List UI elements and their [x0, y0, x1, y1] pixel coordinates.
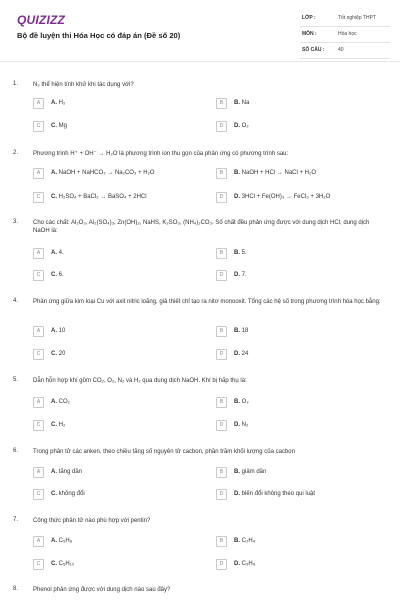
option-text: O₂ [241, 123, 249, 129]
option-letter-box: B [216, 168, 227, 179]
option-text: C₅H₁₀ [58, 561, 75, 567]
option-key: C. [51, 123, 57, 129]
option-letter-box: A [33, 98, 44, 109]
option-c[interactable] [33, 349, 198, 361]
option-text: 18 [241, 328, 249, 334]
option-text: Na [241, 100, 250, 106]
option-key: B. [234, 328, 240, 334]
option-key: D. [234, 194, 240, 200]
option-d[interactable] [216, 559, 381, 571]
option-text: 4. [58, 250, 64, 256]
option-text: CO₂ [58, 399, 71, 405]
question-number: 2. [13, 150, 19, 156]
option-key: A. [51, 100, 57, 106]
option-c[interactable] [33, 270, 198, 282]
option-b[interactable] [216, 326, 381, 338]
option-key: B. [234, 100, 240, 106]
question-number: 3. [13, 219, 19, 225]
option-text: C₅H₈ [241, 561, 256, 567]
option-d[interactable] [216, 270, 381, 282]
question-text: Cho các chất: Al₂O₃, Al₂(SO₄)₃, Zn(OH)₂, NaHS, K₂SO₃, (NH₄)₂CO₃. Số chất đều phản ứng được với dung dịch HCl, dung dịch NaOH là: [33, 220, 370, 234]
option-key: D. [234, 561, 240, 567]
meta-value: Hóa học [338, 31, 357, 37]
option-text: 7. [241, 272, 247, 278]
option-letter-box: C [33, 489, 44, 500]
option-letter-box: B [216, 326, 227, 337]
option-text: 20 [58, 351, 66, 357]
meta-value: 40 [338, 47, 344, 53]
option-text: O₂ [241, 399, 249, 405]
option-key: B. [234, 538, 240, 544]
option-a[interactable] [33, 98, 198, 110]
option-a[interactable] [33, 168, 198, 180]
question-number: 1. [13, 81, 19, 87]
option-letter-box: C [33, 420, 44, 431]
option-key: C. [51, 272, 57, 278]
option-key: C. [51, 561, 57, 567]
option-letter-box: D [216, 559, 227, 570]
option-d[interactable] [216, 420, 381, 432]
document-title: Bộ đề luyện thi Hóa Học có đáp án (Đề số 20) [17, 31, 181, 40]
option-b[interactable] [216, 536, 381, 548]
question-number: 7. [13, 517, 19, 523]
quizizz-logo: QUIZIZZ [17, 13, 66, 27]
option-letter-box: D [216, 349, 227, 360]
question-text: Phản ứng giữa kim loại Cu với axit nitric loãng, giả thiết chỉ tạo ra nitơ monooxit. Tổng các hệ số trong phương trình hóa học bằng: [33, 299, 381, 305]
option-c[interactable] [33, 121, 198, 133]
option-d[interactable] [216, 349, 381, 361]
option-letter-box: A [33, 168, 44, 179]
option-text: NaOH + NaHCO₃ → Na₂CO₃ + H₂O [58, 170, 155, 176]
question-text: Dẫn hỗn hợp khí gồm CO₂, O₂, N₂ và H₂ qua dung dịch NaOH. Khí bị hấp thụ là: [33, 378, 247, 384]
meta-label: LỚP : [302, 15, 316, 21]
option-key: D. [234, 491, 240, 497]
question-text: Trong phân tử các anken, theo chiều tăng số nguyên tử cacbon, phần trăm khối lượng của cacbon [33, 449, 295, 455]
option-letter-box: A [33, 248, 44, 259]
option-b[interactable] [216, 467, 381, 479]
option-letter-box: C [33, 270, 44, 281]
option-b[interactable] [216, 397, 381, 409]
option-d[interactable] [216, 121, 381, 133]
option-letter-box: C [33, 121, 44, 132]
option-letter-box: B [216, 98, 227, 109]
option-text: H₂SO₄ + BaCl₂ → BaSO₄ + 2HCl [58, 194, 147, 200]
option-key: C. [51, 351, 57, 357]
option-text: 24 [241, 351, 249, 357]
option-key: D. [234, 272, 240, 278]
option-text: 6. [58, 272, 64, 278]
option-letter-box: D [216, 270, 227, 281]
option-key: B. [234, 469, 240, 475]
option-key: C. [51, 194, 57, 200]
question-text: Phương trình H⁺ + OH⁻ → H₂O là phương trình ion thu gọn của phản ứng có phương trình sau: [33, 151, 289, 157]
option-a[interactable] [33, 326, 198, 338]
question-text: N₂ thể hiện tính khử khi tác dụng với? [33, 82, 134, 88]
option-letter-box: D [216, 192, 227, 203]
option-key: B. [234, 170, 240, 176]
option-letter-box: B [216, 248, 227, 259]
option-c[interactable] [33, 192, 198, 204]
option-text: Mg [58, 123, 68, 129]
option-text: 10 [58, 328, 66, 334]
question-number: 6. [13, 448, 19, 454]
meta-label: SỐ CÂU : [302, 47, 325, 53]
option-b[interactable] [216, 98, 381, 110]
option-c[interactable] [33, 489, 198, 501]
option-letter-box: C [33, 559, 44, 570]
option-c[interactable] [33, 559, 198, 571]
option-letter-box: A [33, 536, 44, 547]
question-number: 5. [13, 377, 19, 383]
option-key: A. [51, 170, 57, 176]
option-key: B. [234, 250, 240, 256]
meta-label: MÔN : [302, 31, 317, 37]
option-b[interactable] [216, 248, 381, 260]
option-letter-box: D [216, 489, 227, 500]
option-text: giảm dần [241, 469, 267, 475]
option-key: A. [51, 328, 57, 334]
option-text: NaOH + HCl → NaCl + H₂O [241, 170, 317, 176]
option-key: A. [51, 250, 57, 256]
option-key: C. [51, 491, 57, 497]
option-key: C. [51, 422, 57, 428]
option-text: không đổi [58, 491, 85, 497]
option-a[interactable] [33, 397, 198, 409]
question-text: Công thức phân tử nào phù hợp với pentin? [33, 518, 151, 524]
question-number: 8. [13, 586, 19, 592]
option-letter-box: A [33, 326, 44, 337]
option-text: H₂ [58, 100, 66, 106]
option-letter-box: D [216, 420, 227, 431]
option-text: biến đổi không theo qui luật [241, 491, 316, 497]
option-letter-box: A [33, 397, 44, 408]
option-d[interactable] [216, 489, 381, 501]
option-b[interactable] [216, 168, 381, 180]
option-letter-box: A [33, 467, 44, 478]
option-letter-box: C [33, 349, 44, 360]
option-text: 3HCl + Fe(OH)₃ → FeCl₃ + 3H₂O [241, 194, 331, 200]
option-text: C₂H₄ [241, 538, 256, 544]
option-letter-box: D [216, 121, 227, 132]
question-number: 4. [13, 298, 19, 304]
question-text: Phenol phản ứng được với dung dịch nào sau đây? [33, 587, 171, 593]
option-text: tăng dần [58, 469, 83, 475]
option-key: A. [51, 469, 57, 475]
option-a[interactable] [33, 536, 198, 548]
option-d[interactable] [216, 192, 381, 204]
option-text: H₂ [58, 422, 66, 428]
option-c[interactable] [33, 420, 198, 432]
option-key: A. [51, 538, 57, 544]
option-key: D. [234, 123, 240, 129]
option-text: N₂ [241, 422, 249, 428]
option-a[interactable] [33, 248, 198, 260]
option-text: C₅H₈ [58, 538, 73, 544]
option-key: D. [234, 422, 240, 428]
option-key: A. [51, 399, 57, 405]
option-letter-box: B [216, 397, 227, 408]
option-a[interactable] [33, 467, 198, 479]
option-letter-box: C [33, 192, 44, 203]
option-key: B. [234, 399, 240, 405]
option-letter-box: B [216, 536, 227, 547]
meta-value: Tốt nghiệp THPT [338, 15, 376, 21]
option-key: D. [234, 351, 240, 357]
option-letter-box: B [216, 467, 227, 478]
option-text: 5. [241, 250, 247, 256]
